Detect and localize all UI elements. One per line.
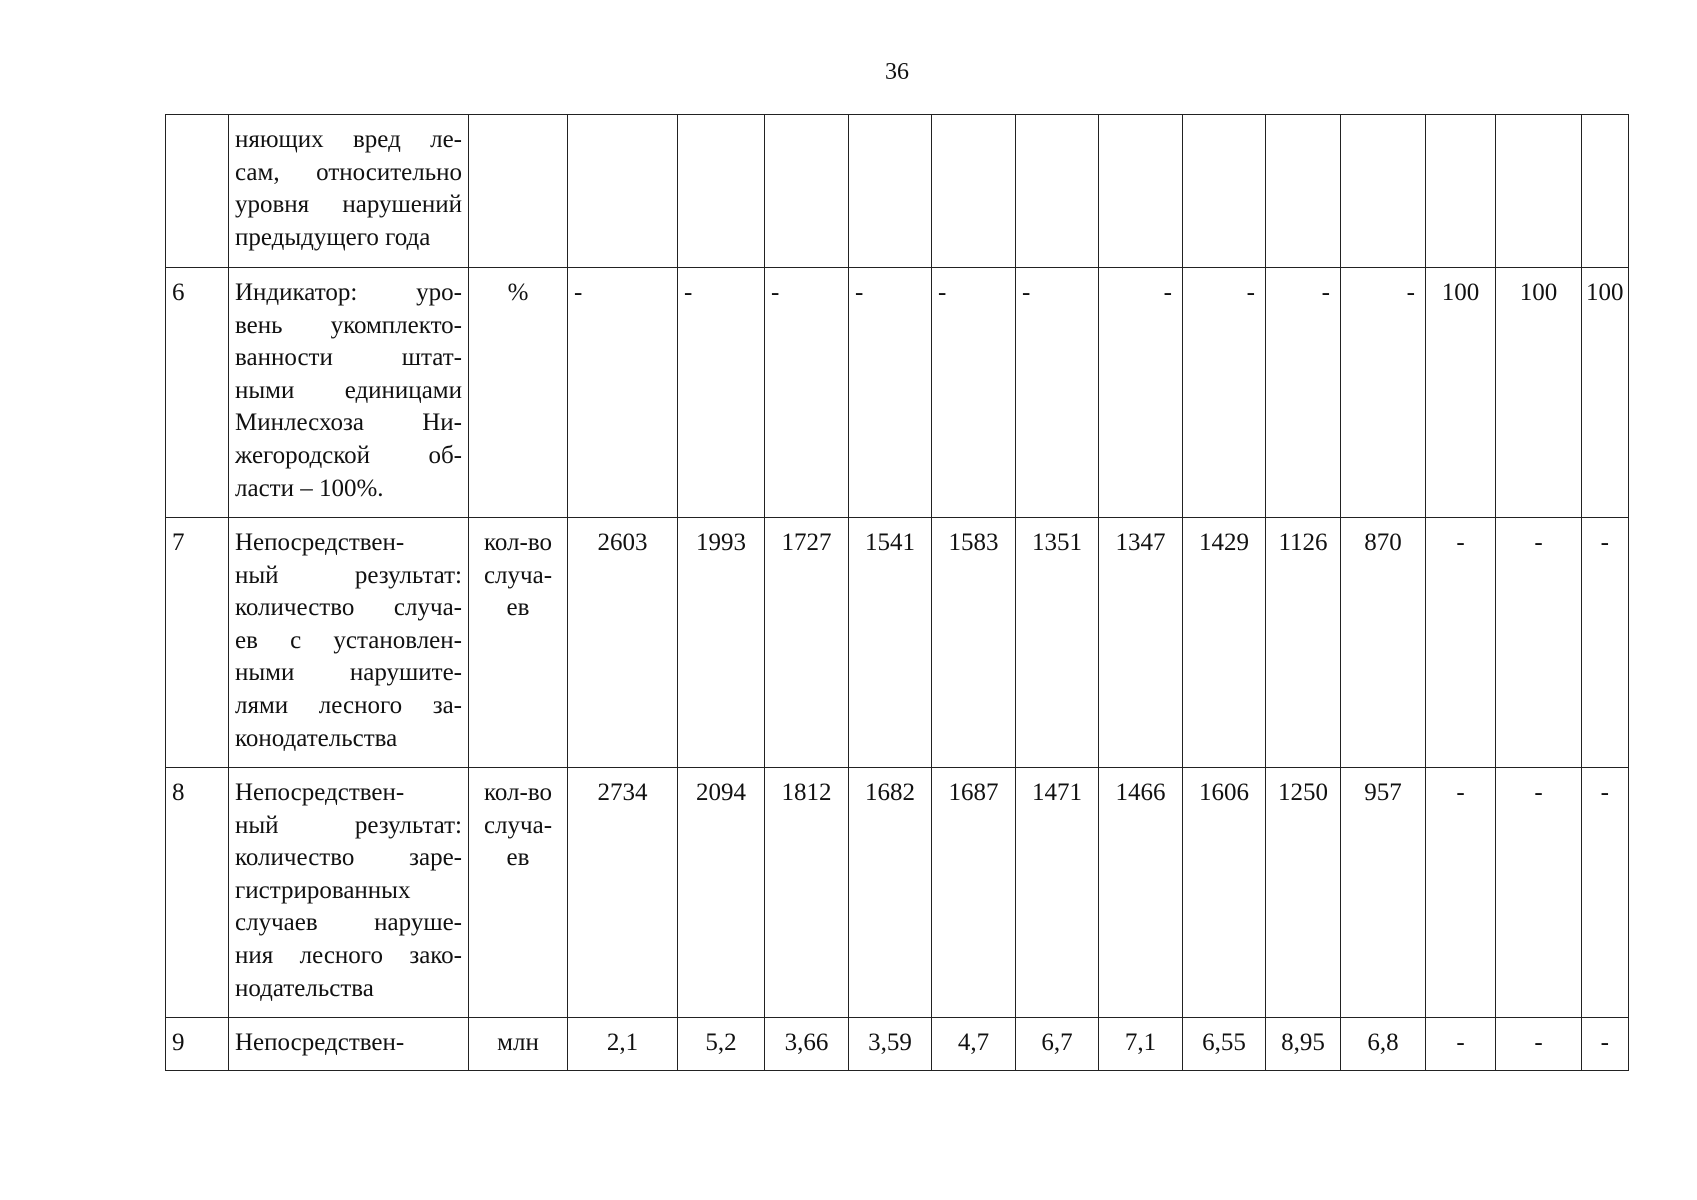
value-cell: 3,66 xyxy=(765,1018,849,1071)
value-cell: 1541 xyxy=(849,518,932,768)
indicator-name-line: ев с установлен- xyxy=(235,626,462,654)
table-row xyxy=(166,115,1629,268)
value-cell: 100 xyxy=(1496,268,1582,518)
unit-line: случа- xyxy=(483,561,553,589)
value-cell: - xyxy=(1582,1018,1629,1071)
value-cell: 1812 xyxy=(765,768,849,1018)
value-cell: 2603 xyxy=(568,518,678,768)
indicator-name-line: предыдущего года xyxy=(235,223,431,251)
indicator-name-line: лями лесного за- xyxy=(235,691,462,719)
value-cell: 5,2 xyxy=(678,1018,765,1071)
value-cell: 1126 xyxy=(1266,518,1341,768)
indicator-name-line: ными нарушите- xyxy=(235,659,462,687)
indicator-name-line: количество случа- xyxy=(235,594,462,622)
value-cell: 6,8 xyxy=(1341,1018,1426,1071)
value-cell: - xyxy=(932,268,1016,518)
indicator-name-line: количество заре- xyxy=(235,844,462,872)
row-number: 7 xyxy=(166,518,229,768)
value-cell: - xyxy=(678,268,765,518)
value-cell: 870 xyxy=(1341,518,1426,768)
indicator-name-line: Минлесхоза Ни- xyxy=(235,409,462,437)
value-cell xyxy=(1266,115,1341,268)
value-cell: 1466 xyxy=(1099,768,1183,1018)
indicator-name xyxy=(229,518,469,768)
unit-cell xyxy=(469,1018,568,1071)
value-cell xyxy=(1016,115,1099,268)
value-cell xyxy=(932,115,1016,268)
value-cell: - xyxy=(1496,518,1582,768)
indicator-name-line: ный результат: xyxy=(235,811,462,839)
value-cell: - xyxy=(1426,1018,1496,1071)
value-cell xyxy=(1341,115,1426,268)
value-cell: 8,95 xyxy=(1266,1018,1341,1071)
table-row xyxy=(166,518,1629,768)
table-row xyxy=(166,1018,1629,1071)
value-cell: 1471 xyxy=(1016,768,1099,1018)
value-cell: 1429 xyxy=(1183,518,1266,768)
value-cell xyxy=(1099,115,1183,268)
indicator-name-line: случаев наруше- xyxy=(235,909,462,937)
value-cell: - xyxy=(1099,268,1183,518)
row-number: 8 xyxy=(166,768,229,1018)
value-cell: 1347 xyxy=(1099,518,1183,768)
value-cell: 7,1 xyxy=(1099,1018,1183,1071)
value-cell: 100 xyxy=(1426,268,1496,518)
value-cell xyxy=(765,115,849,268)
value-cell: 100 xyxy=(1582,268,1629,518)
indicator-name-line: уровня нарушений xyxy=(235,191,462,219)
value-cell: - xyxy=(1582,768,1629,1018)
indicator-name xyxy=(229,115,469,268)
value-cell: - xyxy=(1016,268,1099,518)
table-row xyxy=(166,268,1629,518)
indicator-name xyxy=(229,1018,469,1071)
unit-line: кол-во xyxy=(484,529,552,556)
unit-cell xyxy=(469,518,568,768)
indicator-name-line: ный результат: xyxy=(235,561,462,589)
value-cell: 4,7 xyxy=(932,1018,1016,1071)
value-cell: 1727 xyxy=(765,518,849,768)
unit-line: случа- xyxy=(483,811,553,839)
value-cell xyxy=(568,115,678,268)
table-row xyxy=(166,768,1629,1018)
value-cell: 1687 xyxy=(932,768,1016,1018)
unit-line: % xyxy=(507,279,529,306)
row-number xyxy=(166,115,229,268)
indicator-name-line: няющих вред ле- xyxy=(235,126,462,153)
value-cell: - xyxy=(1426,768,1496,1018)
indicator-name xyxy=(229,268,469,518)
unit-cell xyxy=(469,268,568,518)
value-cell: 2734 xyxy=(568,768,678,1018)
value-cell: - xyxy=(1426,518,1496,768)
value-cell: - xyxy=(1183,268,1266,518)
unit-line: ев xyxy=(506,844,530,872)
value-cell: - xyxy=(1496,768,1582,1018)
value-cell xyxy=(849,115,932,268)
indicator-name-line: ванности штат- xyxy=(235,344,462,372)
value-cell: - xyxy=(568,268,678,518)
value-cell xyxy=(1496,115,1582,268)
value-cell: 1606 xyxy=(1183,768,1266,1018)
value-cell: - xyxy=(765,268,849,518)
value-cell: 1993 xyxy=(678,518,765,768)
value-cell xyxy=(1426,115,1496,268)
value-cell: - xyxy=(1266,268,1341,518)
unit-line: млн xyxy=(497,1029,539,1056)
row-number: 6 xyxy=(166,268,229,518)
value-cell: 1351 xyxy=(1016,518,1099,768)
value-cell: 2,1 xyxy=(568,1018,678,1071)
value-cell: 1682 xyxy=(849,768,932,1018)
indicator-name-line: ными единицами xyxy=(235,376,462,404)
value-cell: - xyxy=(1341,268,1426,518)
value-cell: 6,55 xyxy=(1183,1018,1266,1071)
indicator-name-line: Непосредствен- xyxy=(235,1029,405,1056)
indicator-name-line: Непосредствен- xyxy=(235,529,405,556)
value-cell xyxy=(678,115,765,268)
data-table xyxy=(165,114,1629,1071)
value-cell: - xyxy=(1582,518,1629,768)
value-cell: 2094 xyxy=(678,768,765,1018)
value-cell: 957 xyxy=(1341,768,1426,1018)
unit-line: кол-во xyxy=(484,779,552,806)
unit-line: ев xyxy=(506,594,530,622)
value-cell: 1250 xyxy=(1266,768,1341,1018)
value-cell: 6,7 xyxy=(1016,1018,1099,1071)
indicator-name-line: Непосредствен- xyxy=(235,779,405,806)
indicator-name xyxy=(229,768,469,1018)
indicator-name-line: вень укомплекто- xyxy=(235,311,462,339)
value-cell xyxy=(1183,115,1266,268)
page-number: 36 xyxy=(885,59,909,85)
value-cell: - xyxy=(849,268,932,518)
value-cell: 1583 xyxy=(932,518,1016,768)
indicator-name-line: ния лесного зако- xyxy=(235,941,462,969)
indicator-name-line: сам, относительно xyxy=(235,158,462,186)
indicator-name-line: Индикатор: уро- xyxy=(235,279,462,306)
indicator-name-line: ласти – 100%. xyxy=(235,474,384,502)
unit-cell xyxy=(469,115,568,268)
value-cell: 3,59 xyxy=(849,1018,932,1071)
indicator-name-line: жегородской об- xyxy=(235,441,462,469)
indicator-name-line: гистрированных xyxy=(235,876,411,904)
indicator-name-line: нодательства xyxy=(235,974,374,1002)
value-cell: - xyxy=(1496,1018,1582,1071)
value-cell xyxy=(1582,115,1629,268)
row-number: 9 xyxy=(166,1018,229,1071)
unit-cell xyxy=(469,768,568,1018)
indicator-name-line: конодательства xyxy=(235,724,398,752)
